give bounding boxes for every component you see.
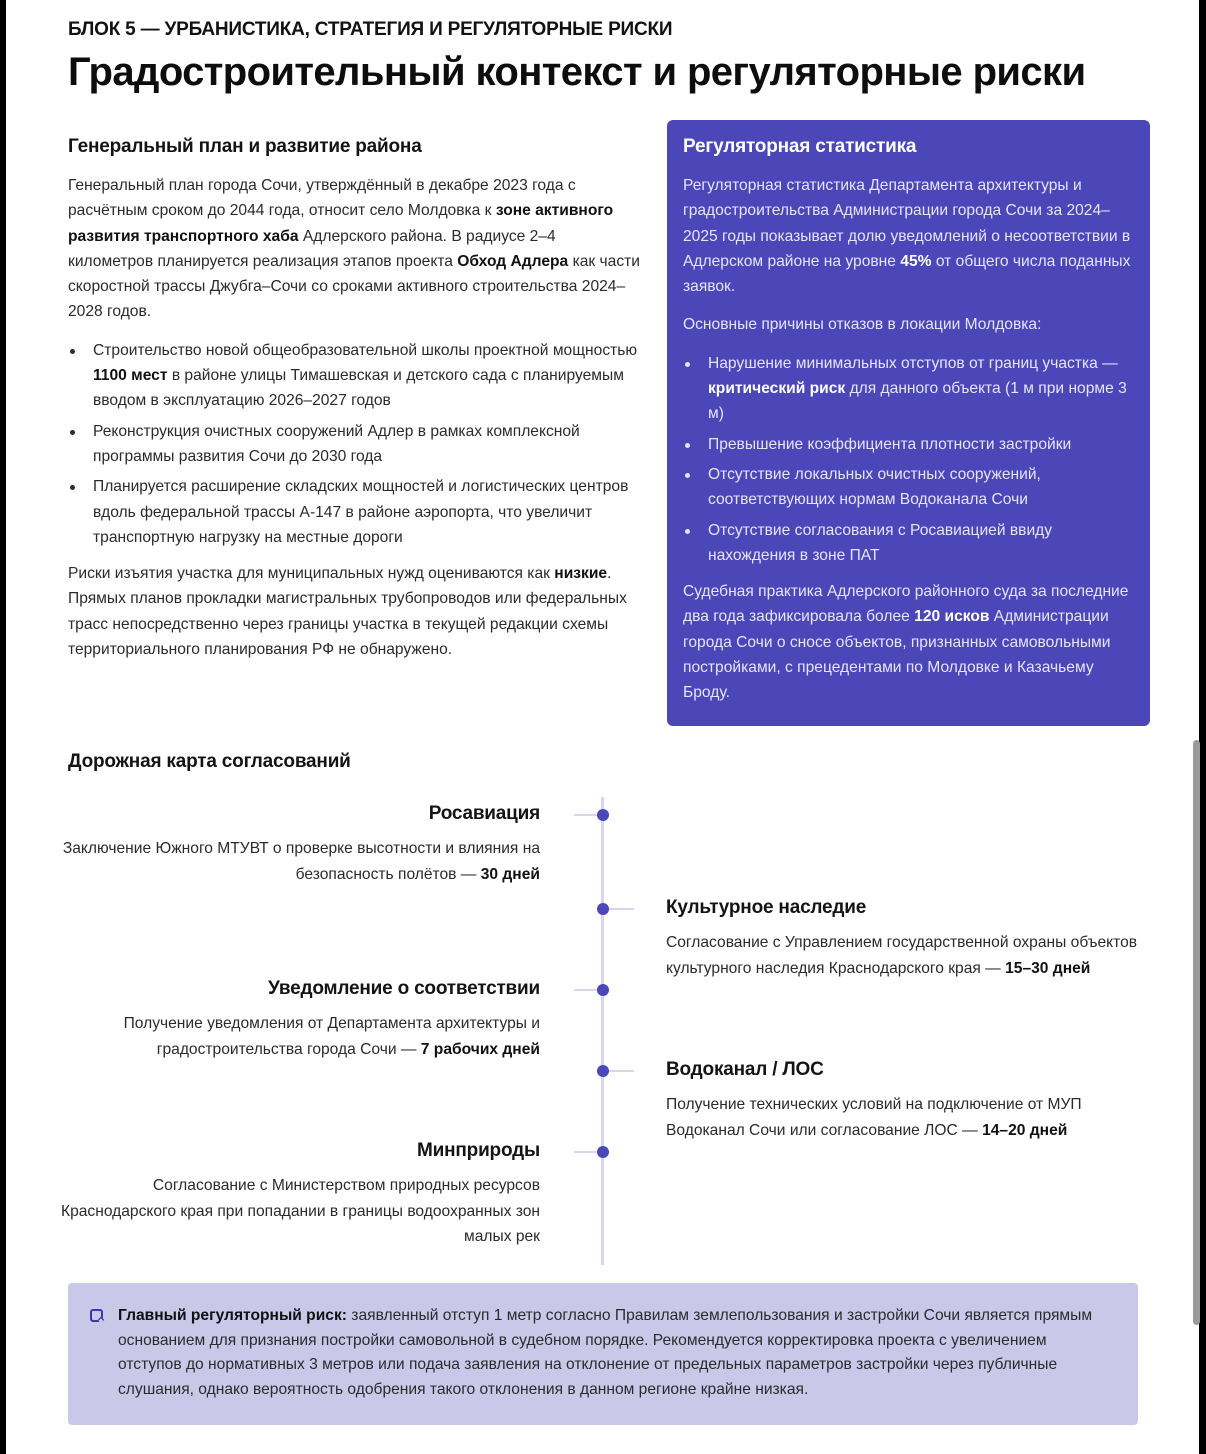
general-plan-heading: Генеральный план и развитие района [68, 136, 422, 157]
stats-heading: Регуляторная статистика [683, 136, 917, 157]
text: Отсутствие локальных очистных сооружений, соответствующих нормам Водоканала Сочи [708, 465, 1041, 509]
roadmap-item-text [666, 930, 1144, 981]
scrollbar-thumb[interactable] [1193, 740, 1200, 1325]
block-eyebrow: БЛОК 5 — УРБАНИСТИКА, СТРАТЕГИЯ И РЕГУЛЯТОРНЫЕ РИСКИ [68, 19, 673, 40]
roadmap-heading: Дорожная карта согласований [68, 751, 351, 772]
timeline-dot [597, 1065, 609, 1077]
text: Согласование с Управлением государственной охраны объектов культурного наследия Краснодарского края — [666, 934, 1138, 977]
timeline-dot [597, 903, 609, 915]
roadmap-item-title: Водоканал / ЛОС [666, 1059, 824, 1080]
stats-paragraph [683, 173, 1134, 299]
text: как части скоростной трассы Джубга–Сочи со сроками активного строительства 2024–2028 годов. [68, 252, 641, 321]
roadmap-item-text [60, 1173, 540, 1250]
roadmap-item-minprirody [60, 1140, 540, 1250]
general-plan-bullets [68, 338, 640, 550]
text: . Прямых планов прокладки магистральных трубопроводов или федеральных трасс непосредственно через границы участка в текущей редакции схемы территориального планирования РФ не обнаружено. [68, 565, 627, 659]
list-item [683, 432, 1134, 457]
list-item [68, 419, 640, 470]
text: Согласование с Министерством природных ресурсов Краснодарского края при попадании в границы водоохранных зон малых рек [60, 1177, 540, 1245]
text: в районе улицы Тимашевская и детского сада с планируемым вводом в эксплуатацию 2026–2027 годов [93, 367, 624, 410]
roadmap-item-title: Минприроды [417, 1140, 540, 1161]
duration: 14–20 дней [982, 1121, 1068, 1139]
emphasis: Обход Адлера [457, 252, 569, 270]
list-item [683, 518, 1134, 569]
roadmap-item-title: Уведомление о соответствии [268, 978, 540, 999]
roadmap-item-title: Культурное наследие [666, 897, 867, 918]
emphasis: 45% [900, 252, 932, 270]
duration: 15–30 дней [1005, 959, 1091, 977]
general-plan-intro [68, 173, 640, 325]
text: Получение технических условий на подключение от МУП Водоканал Сочи или согласование ЛОС — [666, 1096, 1082, 1139]
text: заявленный отступ 1 метр согласно Правилам землепользования и застройки Сочи является прямым основанием для признания постройки самовольной в судебном порядке. Рекомендуется корректировка проекта с увеличением отступов до нормативных 3 метров или подача заявления на отклонение от предельных параметров застройки через публичные слушания, однако вероятность одобрения такого отклонения в данном регионе крайне низкая. [118, 1307, 1093, 1398]
emphasis: 1100 мест [93, 367, 168, 385]
roadmap-item-text [60, 1011, 540, 1062]
duration: 30 дней [480, 865, 540, 883]
text: от общего числа поданных заявок. [683, 252, 1131, 296]
text: Администрации города Сочи о сносе объектов, признанных самовольными постройками, с прецедентами по Молдовке и Казачьему Броду. [683, 608, 1111, 702]
emphasis: 120 исков [914, 608, 990, 626]
list-item [68, 338, 640, 414]
text: Генеральный план города Сочи, утверждённый в декабре 2023 года с расчётным сроком до 2044 года, относит село Молдовка к [68, 177, 576, 220]
text: Регуляторная статистика Департамента архитектуры и градостроительства Администрации города Сочи за 2024–2025 годы показывает долю уведомлений о несоответствии в Адлерском районе на уровне [683, 177, 1131, 270]
timeline-dot [597, 1146, 609, 1158]
general-plan-section [68, 136, 640, 662]
note-icon [90, 1309, 103, 1322]
list-item [683, 351, 1134, 427]
callout-label: Главный регуляторный риск: [118, 1307, 347, 1324]
duration: 7 рабочих дней [420, 1040, 540, 1058]
text: Получение уведомления от Департамента архитектуры и градостроительства города Сочи — [123, 1015, 540, 1058]
refusal-reasons-intro: Основные причины отказов в локации Молдовка: [683, 316, 1042, 334]
timeline-dot [597, 809, 609, 821]
text: Строительство новой общеобразовательной школы проектной мощностью [93, 341, 638, 359]
regulatory-stats-panel [667, 120, 1150, 726]
text: Риски изъятия участка для муниципальных нужд оцениваются как [68, 565, 555, 583]
text: Заключение Южного МТУВТ о проверке высотности и влияния на безопасность полётов — [62, 840, 540, 883]
roadmap-item-text [60, 836, 540, 887]
roadmap-item-cultural-heritage [666, 897, 1144, 981]
list-item [683, 462, 1134, 513]
general-plan-outro [68, 561, 640, 662]
text: Нарушение минимальных отступов от границ участка — [708, 354, 1118, 372]
emphasis: зоне активного развития транспортного хаба [68, 202, 614, 245]
emphasis: низкие [554, 565, 608, 583]
page-title: Градостроительный контекст и регуляторные риски [68, 50, 1086, 94]
text: для данного объекта (1 м при норме 3 м) [708, 380, 1127, 423]
text: Адлерского района. В радиусе 2–4 километров планируется реализация этапов проекта [68, 227, 556, 270]
timeline-dot [597, 984, 609, 996]
callout-text [118, 1304, 1114, 1402]
text: Отсутствие согласования с Росавиацией ввиду нахождения в зоне ПАТ [708, 521, 1053, 564]
text: Реконструкция очистных сооружений Адлер в рамках комплексной программы развития Сочи до 2030 года [93, 422, 580, 465]
refusal-reasons-list [683, 351, 1134, 568]
roadmap-item-title: Росавиация [428, 803, 540, 824]
emphasis: критический риск [708, 380, 846, 398]
text: Планируется расширение складских мощностей и логистических центров вдоль федеральной трассы А-147 в районе аэропорта, что увеличит транспортную нагрузку на местные дороги [93, 478, 629, 546]
roadmap-item-vodokanal [666, 1059, 1144, 1143]
text: Превышение коэффициента плотности застройки [708, 435, 1072, 453]
document-page [6, 0, 1199, 1454]
main-risk-callout [68, 1283, 1138, 1425]
court-practice-paragraph [683, 579, 1134, 705]
roadmap-item-text [666, 1092, 1144, 1143]
roadmap-item-rosaviatsiya [60, 803, 540, 887]
list-item [68, 474, 640, 550]
timeline-line [601, 797, 604, 1265]
text: Судебная практика Адлерского районного суда за последние два года зафиксировала более [683, 583, 1129, 626]
roadmap-item-compliance-notice [60, 978, 540, 1062]
